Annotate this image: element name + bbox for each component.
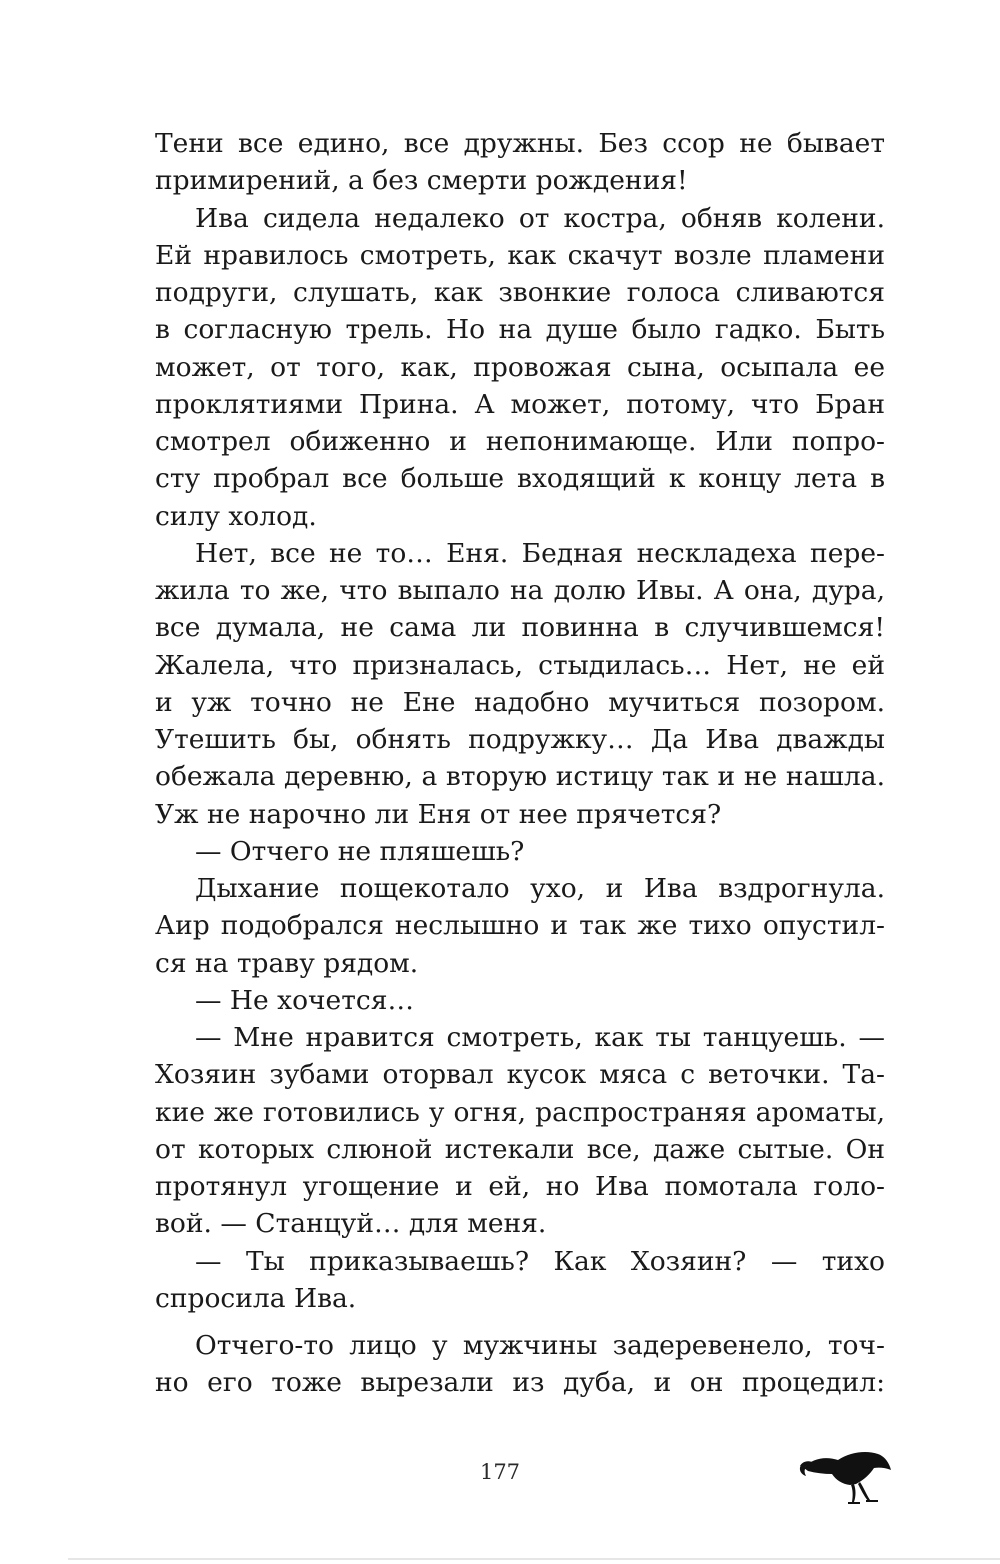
text-line: Ей нравилось смотреть, как скачут возле пламени	[155, 239, 885, 271]
text-line: подруги, слушать, как звонкие голоса сливаются	[155, 277, 885, 308]
text-line: Отчего-то лицо у мужчины задеревенело, точ-	[195, 1330, 885, 1361]
text-line: Тени все едино, все дружны. Без ссор не бывает	[155, 128, 885, 159]
text-line: и уж точно не Ене надобно мучиться позором.	[155, 686, 885, 718]
text-line: кие же готовились у огня, распространяя ароматы,	[155, 1096, 885, 1128]
page-number: 177	[479, 1460, 521, 1484]
text-line: проклятиями Прина. А может, потому, что Бран	[155, 388, 885, 420]
text-line: силу холод.	[155, 500, 317, 532]
text-line: — Не хочется…	[195, 984, 414, 1016]
page-bottom-border	[68, 1558, 1000, 1560]
text-line: — Ты приказываешь? Как Хозяин? — тихо	[195, 1245, 885, 1277]
text-line: протянул угощение и ей, но Ива помотала голо-	[155, 1171, 885, 1202]
text-line: жила то же, что выпало на долю Ивы. А она, дура,	[155, 575, 885, 606]
text-line: спросила Ива.	[155, 1282, 357, 1314]
text-line: Ива сидела недалеко от костра, обняв колени.	[195, 202, 885, 234]
text-line: Аир подобрался неслышно и так же тихо опустил-	[155, 910, 885, 942]
text-line: вой. — Станцуй… для меня.	[155, 1208, 547, 1240]
text-line: Уж не нарочно ли Еня от нее прячется?	[155, 798, 722, 830]
text-line: обежала деревню, а вторую истицу так и не нашла.	[155, 761, 885, 793]
text-line: — Отчего не пляшешь?	[195, 835, 525, 867]
text-line: смотрел обиженно и непонимающе. Или попро-	[155, 426, 885, 457]
text-line: все думала, не сама ли повинна в случившемся!	[155, 612, 885, 644]
text-line: Нет, все не то… Еня. Бедная нескладеха пере-	[195, 537, 885, 569]
text-line: Хозяин зубами оторвал кусок мяса с веточки. Та-	[155, 1059, 885, 1091]
text-line: Жалела, что призналась, стыдилась… Нет, не ей	[155, 649, 885, 681]
body-text	[155, 125, 885, 1402]
text-line: может, от того, как, провожая сына, осыпала ее	[155, 351, 885, 383]
text-line: примирений, а без смерти рождения!	[155, 165, 688, 197]
text-line: — Мне нравится смотреть, как ты танцуешь. —	[195, 1022, 885, 1053]
text-line: но его тоже вырезали из дуба, и он процедил:	[155, 1367, 885, 1399]
text-line: в согласную трель. Но на душе было гадко. Быть	[155, 314, 885, 346]
crow-silhouette-icon	[798, 1440, 893, 1510]
text-line: сту пробрал все больше входящий к концу лета в	[155, 463, 885, 495]
text-line: ся на траву рядом.	[155, 947, 419, 979]
text-line: Дыхание пощекотало ухо, и Ива вздрогнула.	[195, 873, 885, 904]
text-line: от которых слюной истекали все, даже сытые. Он	[155, 1133, 885, 1165]
text-line: Утешить бы, обнять подружку… Да Ива дважды	[155, 724, 885, 755]
